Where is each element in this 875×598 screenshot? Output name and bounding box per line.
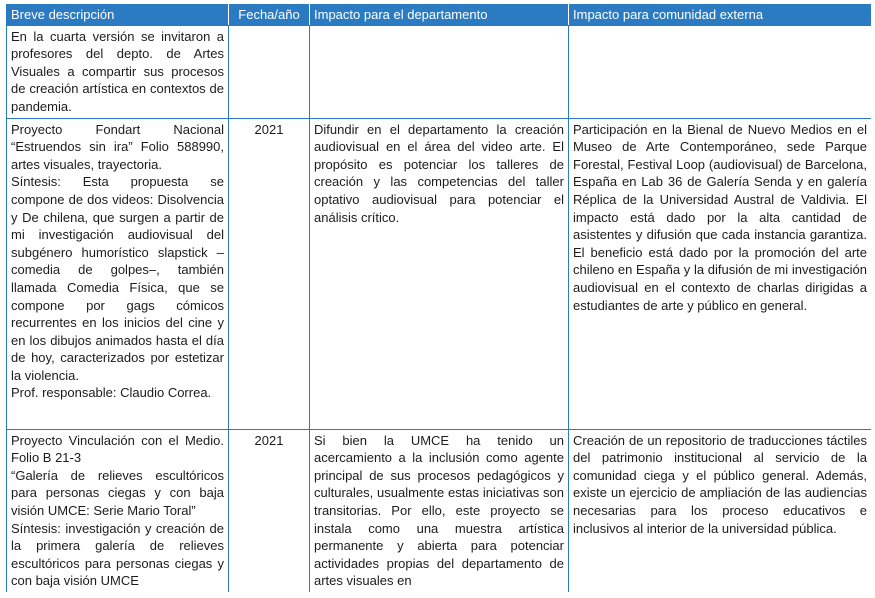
year-cell: 2021 [229, 118, 310, 429]
description-paragraph: Proyecto Vinculación con el Medio. Folio B 21-3 [11, 432, 224, 466]
external-impact-cell [569, 25, 872, 118]
table-row [7, 25, 872, 118]
department-impact-cell [310, 25, 569, 118]
description-cell [7, 25, 229, 118]
department-impact-cell: Si bien la UMCE ha tenido un acercamiento a la inclusión como agente principal de sus procesos pedagógicos y culturales, usualmente estas iniciativas son transitorias. Por ello, este proyecto se instala como una muestra artística permanente y abierta para potenciar actividades propias del departamento de artes visuales en [310, 429, 569, 592]
description-paragraph: En la cuarta versión se invitaron a profesores del depto. de Artes Visuales a compartir sus procesos de creación artística en contextos de pandemia. [11, 28, 224, 114]
document-page [6, 4, 871, 596]
description-paragraph: Proyecto Fondart Nacional “Estruendos sin ira” Folio 588990, artes visuales, trayectoria. [11, 121, 224, 172]
table-header-row [7, 5, 872, 26]
header-department-impact: Impacto para el departamento [310, 5, 569, 26]
table-row [7, 429, 872, 592]
year-cell: 2021 [229, 429, 310, 592]
header-year: Fecha/año [229, 5, 310, 26]
activities-table [6, 4, 871, 592]
description-paragraph: “Galería de relieves escultóricos para personas ciegas y con baja visión UMCE: Serie Mario Toral” [11, 467, 224, 518]
external-impact-cell: Participación en la Bienal de Nuevo Medios en el Museo de Arte Contemporáneo, sede Parque Forestal, Festival Loop (audiovisual) de Barcelona, España en Lab 36 de Galería Senda y en galería Réplica de la Universidad Austral de Valdivia. El impacto está dado por la alta cantidad de asistentes y difusión que cada instancia garantiza. El beneficio está dado por la promoción del arte chileno en España y la difusión de mi investigación audiovisual en el contexto de charlas dirigidas a estudiantes de arte y público en general. [569, 118, 872, 429]
description-paragraph: Prof. responsable: Claudio Correa. [11, 385, 212, 401]
external-impact-cell: Creación de un repositorio de traducciones táctiles del patrimonio institucional al servicio de la comunidad ciega y el público general. Además, existe un ejercicio de ampliación de las audiencias necesarias para los proceso educativos e inclusivos al interior de la universidad pública. [569, 429, 872, 592]
year-cell [229, 25, 310, 118]
table-row [7, 118, 872, 429]
description-paragraph: Síntesis: investigación y creación de la primera galería de relieves escultóricos para personas ciegas y con baja visión UMCE [11, 520, 224, 589]
department-impact-cell: Difundir en el departamento la creación audiovisual en el área del video arte. El propósito es potenciar los talleres de creación y las competencias del taller optativo audiovisual para potenciar el análisis crítico. [310, 118, 569, 429]
description-paragraph: Síntesis: Esta propuesta se compone de dos videos: Disolvencia y De chilena, que surgen a partir de mi investigación audiovisual del subgénero humorístico slapstick –comedia de golpes–, también llamada Comedia Física, que se compone por gags cómicos recurrentes en los inicios del cine y en los dibujos animados hasta el día de hoy, caracterizados por estetizar la violencia. [11, 174, 224, 383]
header-external-impact: Impacto para comunidad externa [569, 5, 872, 26]
header-description: Breve descripción [7, 5, 229, 26]
description-cell [7, 429, 229, 592]
description-cell [7, 118, 229, 429]
